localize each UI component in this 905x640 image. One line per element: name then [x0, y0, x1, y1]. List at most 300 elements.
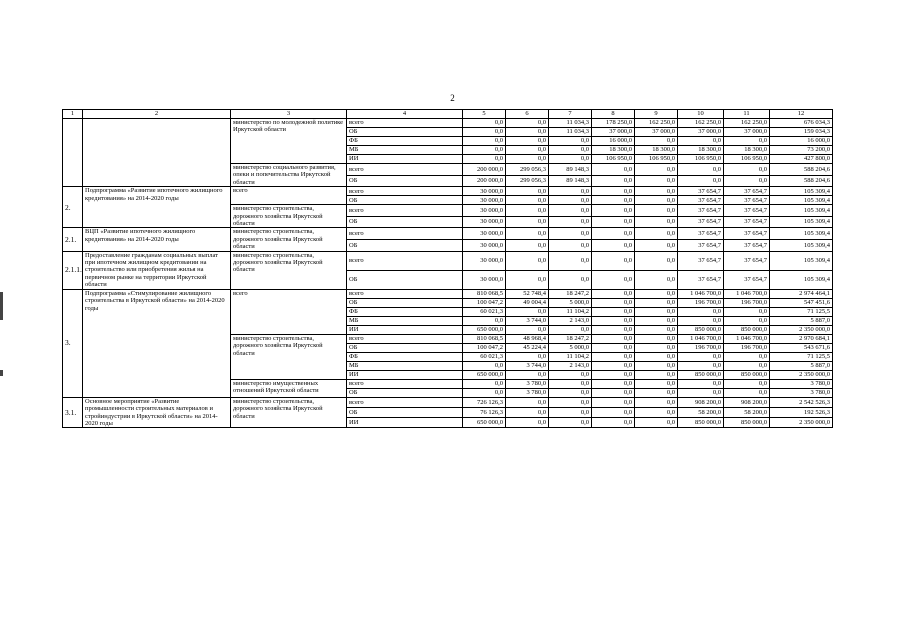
amount-cell: 850 000,0 — [678, 418, 724, 428]
amount-cell: 299 056,3 — [506, 175, 549, 187]
amount-cell: 0,0 — [592, 240, 635, 252]
amount-cell: 2 974 464,1 — [770, 289, 833, 298]
funding-source: МБ — [347, 146, 463, 155]
amount-cell: 3 744,0 — [506, 361, 549, 370]
amount-cell: 0,0 — [592, 407, 635, 417]
column-number-header: 6 — [506, 110, 549, 119]
item-index: 2.1. — [63, 228, 83, 251]
funding-source: всего — [347, 397, 463, 407]
amount-cell: 0,0 — [635, 228, 678, 240]
amount-cell: 0,0 — [592, 418, 635, 428]
amount-cell: 49 004,4 — [506, 298, 549, 307]
funding-source: МБ — [347, 361, 463, 370]
amount-cell: 159 034,3 — [770, 128, 833, 137]
funding-source: ИИ — [347, 370, 463, 379]
amount-cell: 0,0 — [592, 187, 635, 196]
executor-cell: всего — [231, 289, 347, 334]
amount-cell: 0,0 — [678, 388, 724, 397]
funding-source: ОБ — [347, 407, 463, 417]
amount-cell: 0,0 — [592, 397, 635, 407]
amount-cell: 105 309,4 — [770, 228, 833, 240]
amount-cell: 0,0 — [635, 175, 678, 187]
amount-cell: 106 950,0 — [724, 155, 770, 164]
amount-cell: 0,0 — [635, 388, 678, 397]
amount-cell: 192 526,3 — [770, 407, 833, 417]
amount-cell: 37 654,7 — [724, 196, 770, 205]
amount-cell: 196 700,0 — [724, 298, 770, 307]
amount-cell: 0,0 — [592, 205, 635, 217]
funding-source: всего — [347, 334, 463, 343]
amount-cell: 0,0 — [635, 325, 678, 334]
amount-cell: 0,0 — [635, 164, 678, 176]
amount-cell: 0,0 — [592, 370, 635, 379]
amount-cell: 0,0 — [592, 175, 635, 187]
amount-cell: 30 000,0 — [463, 205, 506, 217]
column-number-row — [63, 110, 833, 119]
amount-cell: 11 104,2 — [549, 307, 592, 316]
amount-cell: 0,0 — [635, 240, 678, 252]
amount-cell: 0,0 — [592, 388, 635, 397]
amount-cell: 30 000,0 — [463, 216, 506, 228]
amount-cell: 3 780,0 — [506, 379, 549, 388]
amount-cell: 0,0 — [549, 187, 592, 196]
amount-cell: 0,0 — [549, 196, 592, 205]
amount-cell: 0,0 — [549, 228, 592, 240]
amount-cell: 0,0 — [592, 307, 635, 316]
amount-cell: 0,0 — [463, 379, 506, 388]
amount-cell: 0,0 — [635, 251, 678, 270]
item-name: ВЦП «Развитие ипотечного жилищного кредитования» на 2014-2020 годы — [83, 228, 231, 251]
funding-source: всего — [347, 379, 463, 388]
amount-cell: 0,0 — [506, 240, 549, 252]
table-row — [63, 187, 833, 196]
amount-cell: 200 000,0 — [463, 164, 506, 176]
amount-cell: 71 125,5 — [770, 307, 833, 316]
amount-cell: 0,0 — [724, 164, 770, 176]
item-name — [83, 119, 231, 187]
amount-cell: 0,0 — [635, 216, 678, 228]
item-index: 3.1. — [63, 397, 83, 428]
amount-cell: 0,0 — [506, 370, 549, 379]
amount-cell: 106 950,0 — [678, 155, 724, 164]
amount-cell: 427 800,0 — [770, 155, 833, 164]
amount-cell: 60 021,3 — [463, 307, 506, 316]
amount-cell: 2 970 684,1 — [770, 334, 833, 343]
amount-cell: 0,0 — [635, 187, 678, 196]
amount-cell: 105 309,4 — [770, 216, 833, 228]
table-row — [63, 397, 833, 407]
amount-cell: 0,0 — [463, 119, 506, 128]
amount-cell: 0,0 — [549, 407, 592, 417]
amount-cell: 37 000,0 — [678, 128, 724, 137]
amount-cell: 0,0 — [592, 270, 635, 289]
amount-cell: 71 125,5 — [770, 352, 833, 361]
amount-cell: 0,0 — [635, 343, 678, 352]
amount-cell: 0,0 — [635, 418, 678, 428]
amount-cell: 547 451,6 — [770, 298, 833, 307]
column-number-header: 8 — [592, 110, 635, 119]
funding-source: всего — [347, 187, 463, 196]
amount-cell: 0,0 — [463, 146, 506, 155]
amount-cell: 0,0 — [463, 155, 506, 164]
amount-cell: 0,0 — [549, 251, 592, 270]
amount-cell: 0,0 — [635, 316, 678, 325]
amount-cell: 0,0 — [592, 316, 635, 325]
funding-source: ОБ — [347, 270, 463, 289]
amount-cell: 0,0 — [592, 379, 635, 388]
amount-cell: 0,0 — [592, 298, 635, 307]
item-name: Подпрограмма «Развитие ипотечного жилищного кредитования» на 2014-2020 годы — [83, 187, 231, 228]
amount-cell: 850 000,0 — [724, 418, 770, 428]
amount-cell: 0,0 — [506, 128, 549, 137]
amount-cell: 0,0 — [635, 370, 678, 379]
amount-cell: 11 104,2 — [549, 352, 592, 361]
executor-cell: всего — [231, 187, 347, 205]
amount-cell: 650 000,0 — [463, 325, 506, 334]
amount-cell: 30 000,0 — [463, 187, 506, 196]
amount-cell: 0,0 — [678, 361, 724, 370]
amount-cell: 106 950,0 — [635, 155, 678, 164]
amount-cell: 0,0 — [635, 270, 678, 289]
page-number: 2 — [450, 93, 455, 103]
amount-cell: 0,0 — [549, 205, 592, 217]
amount-cell: 0,0 — [506, 205, 549, 217]
amount-cell: 58 200,0 — [724, 407, 770, 417]
amount-cell: 0,0 — [549, 240, 592, 252]
amount-cell: 810 068,5 — [463, 334, 506, 343]
amount-cell: 3 780,0 — [770, 379, 833, 388]
table-row — [63, 251, 833, 270]
amount-cell: 11 034,3 — [549, 128, 592, 137]
amount-cell: 1 046 700,0 — [724, 289, 770, 298]
amount-cell: 58 200,0 — [678, 407, 724, 417]
amount-cell: 0,0 — [635, 361, 678, 370]
amount-cell: 48 968,4 — [506, 334, 549, 343]
amount-cell: 106 950,0 — [592, 155, 635, 164]
column-number-header: 4 — [347, 110, 463, 119]
amount-cell: 52 748,4 — [506, 289, 549, 298]
amount-cell: 0,0 — [635, 352, 678, 361]
amount-cell: 0,0 — [592, 325, 635, 334]
amount-cell: 0,0 — [549, 216, 592, 228]
amount-cell: 0,0 — [592, 343, 635, 352]
amount-cell: 16 000,0 — [770, 137, 833, 146]
amount-cell: 2 350 000,0 — [770, 418, 833, 428]
amount-cell: 0,0 — [506, 325, 549, 334]
executor-cell: министерство социального развития, опеки и попечительства Иркутской области — [231, 164, 347, 187]
funding-source: всего — [347, 251, 463, 270]
item-index — [63, 119, 83, 187]
amount-cell: 0,0 — [678, 175, 724, 187]
amount-cell: 0,0 — [724, 307, 770, 316]
amount-cell: 0,0 — [549, 370, 592, 379]
amount-cell: 178 250,0 — [592, 119, 635, 128]
amount-cell: 0,0 — [506, 119, 549, 128]
amount-cell: 5 000,0 — [549, 298, 592, 307]
amount-cell: 200 000,0 — [463, 175, 506, 187]
amount-cell: 0,0 — [506, 397, 549, 407]
amount-cell: 30 000,0 — [463, 228, 506, 240]
amount-cell: 0,0 — [463, 316, 506, 325]
amount-cell: 0,0 — [592, 228, 635, 240]
amount-cell: 0,0 — [549, 379, 592, 388]
amount-cell: 0,0 — [635, 407, 678, 417]
amount-cell: 0,0 — [506, 187, 549, 196]
amount-cell: 37 000,0 — [724, 128, 770, 137]
amount-cell: 162 250,0 — [724, 119, 770, 128]
amount-cell: 196 700,0 — [724, 343, 770, 352]
amount-cell: 3 780,0 — [506, 388, 549, 397]
amount-cell: 2 542 526,3 — [770, 397, 833, 407]
amount-cell: 37 654,7 — [678, 216, 724, 228]
amount-cell: 105 309,4 — [770, 240, 833, 252]
funding-source: всего — [347, 164, 463, 176]
funding-source: ФБ — [347, 137, 463, 146]
amount-cell: 30 000,0 — [463, 251, 506, 270]
amount-cell: 73 200,0 — [770, 146, 833, 155]
amount-cell: 0,0 — [635, 205, 678, 217]
amount-cell: 0,0 — [635, 307, 678, 316]
funding-source: всего — [347, 205, 463, 217]
amount-cell: 37 654,7 — [678, 240, 724, 252]
amount-cell: 0,0 — [635, 289, 678, 298]
amount-cell: 30 000,0 — [463, 270, 506, 289]
amount-cell: 37 654,7 — [724, 228, 770, 240]
amount-cell: 0,0 — [506, 251, 549, 270]
amount-cell: 0,0 — [724, 361, 770, 370]
amount-cell: 105 309,4 — [770, 251, 833, 270]
amount-cell: 18 247,2 — [549, 334, 592, 343]
item-name: Подпрограмма «Стимулирование жилищного строительства в Иркутской области» на 2014-2020 годы — [83, 289, 231, 397]
amount-cell: 0,0 — [506, 307, 549, 316]
amount-cell: 650 000,0 — [463, 418, 506, 428]
amount-cell: 2 143,0 — [549, 316, 592, 325]
funding-source: ФБ — [347, 307, 463, 316]
amount-cell: 37 654,7 — [678, 251, 724, 270]
funding-source: ОБ — [347, 216, 463, 228]
amount-cell: 18 300,0 — [635, 146, 678, 155]
funding-source: всего — [347, 119, 463, 128]
funding-source: ОБ — [347, 240, 463, 252]
amount-cell: 2 350 000,0 — [770, 325, 833, 334]
amount-cell: 5 887,0 — [770, 361, 833, 370]
funding-source: ОБ — [347, 343, 463, 352]
funding-source: всего — [347, 289, 463, 298]
funding-source: ОБ — [347, 175, 463, 187]
amount-cell: 0,0 — [592, 251, 635, 270]
amount-cell: 37 654,7 — [724, 216, 770, 228]
amount-cell: 18 300,0 — [724, 146, 770, 155]
amount-cell: 0,0 — [549, 397, 592, 407]
table-row — [63, 228, 833, 240]
scan-edge-mark — [0, 292, 3, 320]
amount-cell: 0,0 — [549, 418, 592, 428]
amount-cell: 105 309,4 — [770, 196, 833, 205]
amount-cell: 105 309,4 — [770, 187, 833, 196]
amount-cell: 0,0 — [506, 352, 549, 361]
amount-cell: 100 047,2 — [463, 298, 506, 307]
amount-cell: 37 654,7 — [724, 251, 770, 270]
amount-cell: 0,0 — [506, 216, 549, 228]
item-name: Предоставление гражданам социальных выплат при ипотечном жилищном кредитовании на строительство или приобретения жилья на первичном рынке на территории Иркутской области — [83, 251, 231, 289]
budget-table — [62, 109, 833, 428]
amount-cell: 2 143,0 — [549, 361, 592, 370]
amount-cell: 5 887,0 — [770, 316, 833, 325]
scan-edge-mark — [0, 370, 3, 376]
column-number-header: 12 — [770, 110, 833, 119]
funding-source: МБ — [347, 316, 463, 325]
amount-cell: 18 247,2 — [549, 289, 592, 298]
item-name: Основное мероприятие «Развитие промышленности строительных материалов и стройиндустрии в Иркутской области» на 2014-2020 годы — [83, 397, 231, 428]
amount-cell: 45 224,4 — [506, 343, 549, 352]
amount-cell: 810 068,5 — [463, 289, 506, 298]
amount-cell: 3 780,0 — [770, 388, 833, 397]
funding-source: ИИ — [347, 155, 463, 164]
column-number-header: 2 — [83, 110, 231, 119]
executor-cell: министерство строительства, дорожного хозяйства Иркутской области — [231, 251, 347, 289]
funding-source: ИИ — [347, 418, 463, 428]
amount-cell: 0,0 — [678, 137, 724, 146]
amount-cell: 30 000,0 — [463, 196, 506, 205]
amount-cell: 100 047,2 — [463, 343, 506, 352]
executor-cell: министерство по молодежной политике Иркутской области — [231, 119, 347, 164]
funding-source: ИИ — [347, 325, 463, 334]
amount-cell: 908 200,0 — [678, 397, 724, 407]
column-number-header: 3 — [231, 110, 347, 119]
executor-cell: министерство строительства, дорожного хозяйства Иркутской области — [231, 397, 347, 428]
amount-cell: 0,0 — [549, 388, 592, 397]
amount-cell: 850 000,0 — [724, 370, 770, 379]
amount-cell: 0,0 — [635, 397, 678, 407]
amount-cell: 726 126,3 — [463, 397, 506, 407]
amount-cell: 850 000,0 — [678, 325, 724, 334]
amount-cell: 0,0 — [678, 316, 724, 325]
amount-cell: 650 000,0 — [463, 370, 506, 379]
amount-cell: 0,0 — [506, 228, 549, 240]
amount-cell: 543 671,6 — [770, 343, 833, 352]
amount-cell: 0,0 — [463, 361, 506, 370]
amount-cell: 0,0 — [506, 418, 549, 428]
amount-cell: 0,0 — [724, 352, 770, 361]
amount-cell: 105 309,4 — [770, 270, 833, 289]
amount-cell: 0,0 — [635, 137, 678, 146]
amount-cell: 0,0 — [635, 379, 678, 388]
column-number-header: 11 — [724, 110, 770, 119]
amount-cell: 3 744,0 — [506, 316, 549, 325]
funding-source: ОБ — [347, 196, 463, 205]
amount-cell: 0,0 — [678, 164, 724, 176]
amount-cell: 0,0 — [635, 196, 678, 205]
amount-cell: 0,0 — [506, 146, 549, 155]
amount-cell: 0,0 — [724, 137, 770, 146]
amount-cell: 37 654,7 — [678, 196, 724, 205]
amount-cell: 196 700,0 — [678, 343, 724, 352]
amount-cell: 2 350 000,0 — [770, 370, 833, 379]
amount-cell: 0,0 — [549, 146, 592, 155]
amount-cell: 37 000,0 — [592, 128, 635, 137]
amount-cell: 0,0 — [592, 164, 635, 176]
executor-cell: министерство строительства, дорожного хозяйства Иркутской области — [231, 334, 347, 379]
amount-cell: 0,0 — [463, 137, 506, 146]
amount-cell: 0,0 — [678, 352, 724, 361]
funding-source: ОБ — [347, 298, 463, 307]
amount-cell: 299 056,3 — [506, 164, 549, 176]
amount-cell: 76 126,3 — [463, 407, 506, 417]
column-number-header: 10 — [678, 110, 724, 119]
amount-cell: 37 654,7 — [678, 187, 724, 196]
amount-cell: 89 148,3 — [549, 164, 592, 176]
amount-cell: 0,0 — [592, 361, 635, 370]
column-number-header: 1 — [63, 110, 83, 119]
executor-cell: министерство строительства, дорожного хозяйства Иркутской области — [231, 205, 347, 228]
amount-cell: 0,0 — [592, 196, 635, 205]
item-index: 2. — [63, 187, 83, 228]
amount-cell: 0,0 — [724, 388, 770, 397]
amount-cell: 908 200,0 — [724, 397, 770, 407]
funding-source: ОБ — [347, 388, 463, 397]
amount-cell: 1 046 700,0 — [678, 289, 724, 298]
funding-source: всего — [347, 228, 463, 240]
column-number-header: 5 — [463, 110, 506, 119]
amount-cell: 0,0 — [549, 155, 592, 164]
amount-cell: 588 204,6 — [770, 175, 833, 187]
amount-cell: 0,0 — [592, 334, 635, 343]
amount-cell: 588 204,6 — [770, 164, 833, 176]
amount-cell: 0,0 — [549, 137, 592, 146]
amount-cell: 0,0 — [635, 298, 678, 307]
amount-cell: 0,0 — [506, 196, 549, 205]
amount-cell: 162 250,0 — [678, 119, 724, 128]
amount-cell: 196 700,0 — [678, 298, 724, 307]
amount-cell: 0,0 — [724, 379, 770, 388]
amount-cell: 37 654,7 — [724, 205, 770, 217]
amount-cell: 0,0 — [506, 270, 549, 289]
column-number-header: 7 — [549, 110, 592, 119]
amount-cell: 11 034,3 — [549, 119, 592, 128]
amount-cell: 5 000,0 — [549, 343, 592, 352]
amount-cell: 37 654,7 — [678, 228, 724, 240]
amount-cell: 0,0 — [678, 379, 724, 388]
amount-cell: 0,0 — [724, 175, 770, 187]
table-row — [63, 119, 833, 128]
amount-cell: 0,0 — [549, 270, 592, 289]
amount-cell: 0,0 — [592, 216, 635, 228]
amount-cell: 37 654,7 — [724, 270, 770, 289]
amount-cell: 0,0 — [592, 289, 635, 298]
item-index: 2.1.1. — [63, 251, 83, 289]
amount-cell: 37 654,7 — [678, 270, 724, 289]
amount-cell: 18 300,0 — [592, 146, 635, 155]
table-row — [63, 289, 833, 298]
amount-cell: 0,0 — [592, 352, 635, 361]
funding-source: ОБ — [347, 128, 463, 137]
amount-cell: 0,0 — [506, 407, 549, 417]
column-number-header: 9 — [635, 110, 678, 119]
amount-cell: 0,0 — [635, 334, 678, 343]
amount-cell: 105 309,4 — [770, 205, 833, 217]
amount-cell: 1 046 700,0 — [724, 334, 770, 343]
item-index: 3. — [63, 289, 83, 397]
amount-cell: 1 046 700,0 — [678, 334, 724, 343]
amount-cell: 0,0 — [678, 307, 724, 316]
amount-cell: 0,0 — [506, 137, 549, 146]
amount-cell: 18 300,0 — [678, 146, 724, 155]
amount-cell: 30 000,0 — [463, 240, 506, 252]
amount-cell: 162 250,0 — [635, 119, 678, 128]
budget-table-body — [63, 110, 833, 428]
executor-cell: министерство имущественных отношений Иркутской области — [231, 379, 347, 397]
funding-source: ФБ — [347, 352, 463, 361]
